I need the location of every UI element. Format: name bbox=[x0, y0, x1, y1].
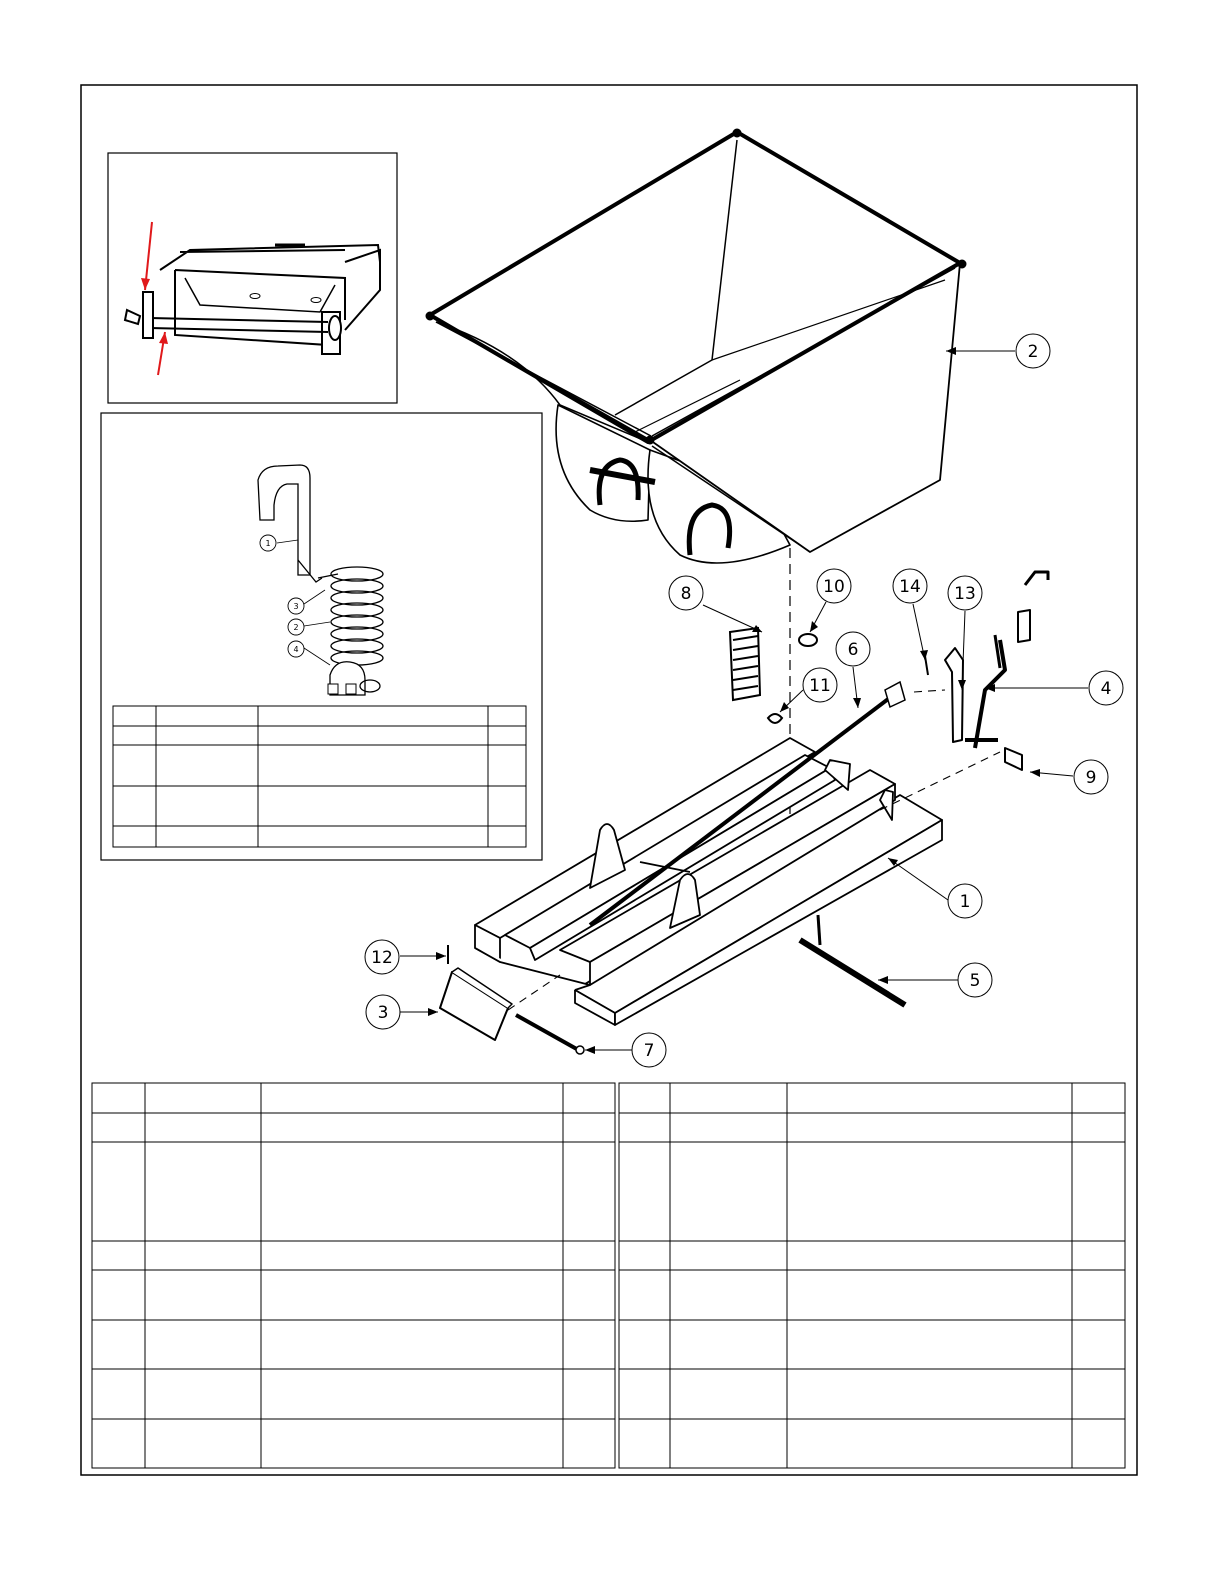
balloon-2 bbox=[1016, 334, 1050, 368]
balloon-11 bbox=[803, 668, 837, 702]
balloon-8 bbox=[669, 576, 703, 610]
parts-table-right bbox=[619, 1083, 1125, 1468]
balloon-4-label: 4 bbox=[1100, 679, 1112, 699]
spring-balloon-1-label: 1 bbox=[265, 539, 271, 548]
detail-pin-inset bbox=[108, 153, 397, 403]
pin-5 bbox=[800, 915, 905, 1005]
balloon-1 bbox=[948, 884, 982, 918]
balloon-2-label: 2 bbox=[1027, 342, 1039, 362]
balloon-3-label: 3 bbox=[377, 1003, 389, 1023]
balloon-5-label: 5 bbox=[969, 971, 981, 991]
balloon-6 bbox=[836, 632, 870, 666]
balloon-14-label: 14 bbox=[899, 577, 921, 597]
spring-balloon-4 bbox=[288, 641, 304, 657]
balloon-1-label: 1 bbox=[959, 892, 971, 912]
balloon-9-label: 9 bbox=[1085, 768, 1097, 788]
balloon-3 bbox=[366, 995, 400, 1029]
balloon-14 bbox=[893, 569, 927, 603]
spring-balloon-3-label: 3 bbox=[293, 602, 299, 611]
balloon-13-label: 13 bbox=[954, 584, 976, 604]
spring-8 bbox=[730, 628, 817, 723]
balloon-11-label: 11 bbox=[809, 676, 831, 696]
balloon-8-label: 8 bbox=[680, 584, 692, 604]
lever-assembly bbox=[925, 572, 1048, 770]
balloon-10 bbox=[817, 569, 851, 603]
parts-table-left bbox=[92, 1083, 615, 1468]
spring-balloon-2 bbox=[288, 619, 304, 635]
spring-balloon-2-label: 2 bbox=[293, 623, 299, 632]
balloon-13 bbox=[948, 576, 982, 610]
balloon-7-label: 7 bbox=[643, 1041, 655, 1061]
spring-balloon-3 bbox=[288, 598, 304, 614]
balloon-12 bbox=[365, 940, 399, 974]
balloon-6-label: 6 bbox=[847, 640, 859, 660]
balloon-10-label: 10 bbox=[823, 577, 845, 597]
detail-spring-inset bbox=[101, 413, 542, 860]
balloon-9 bbox=[1074, 760, 1108, 794]
balloon-12-label: 12 bbox=[371, 948, 393, 968]
balloon-7 bbox=[632, 1033, 666, 1067]
spring-balloon-4-label: 4 bbox=[293, 645, 299, 654]
balloon-5 bbox=[958, 963, 992, 997]
spring-balloon-1 bbox=[260, 535, 276, 551]
balloon-4 bbox=[1089, 671, 1123, 705]
guard-3 bbox=[440, 945, 584, 1054]
